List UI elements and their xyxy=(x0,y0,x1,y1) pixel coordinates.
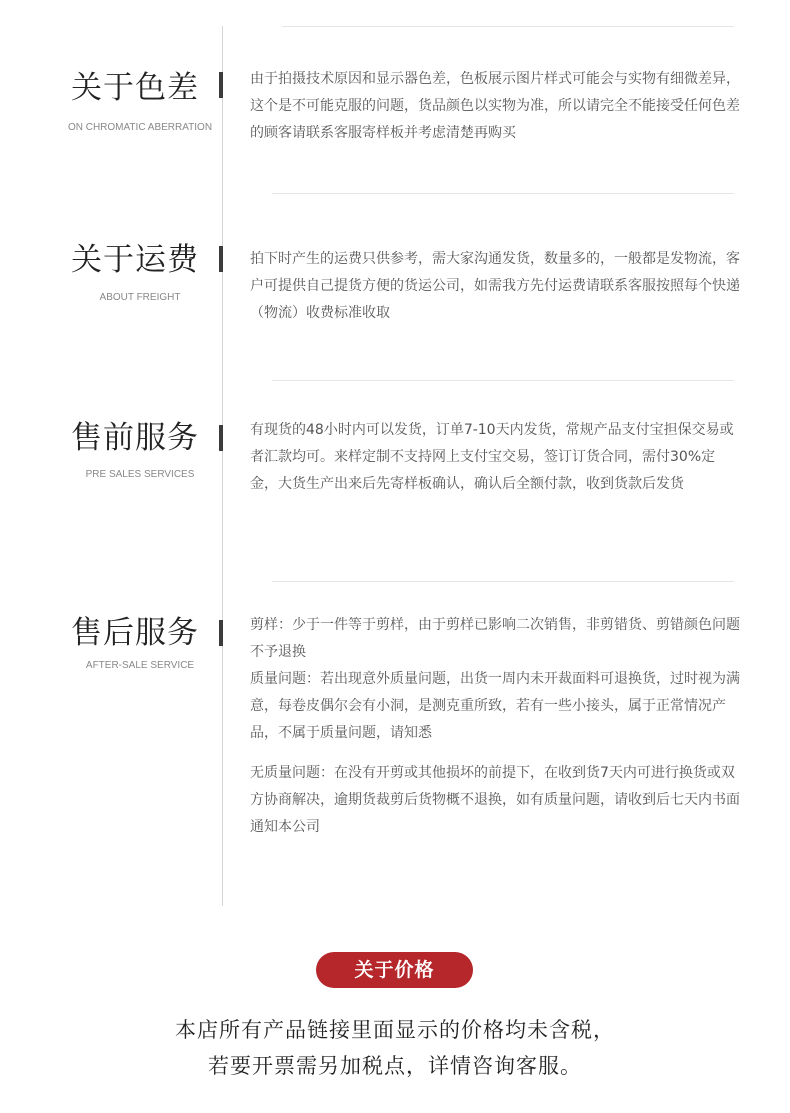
divider-2 xyxy=(272,380,734,381)
section-marker xyxy=(219,425,223,451)
timeline-vertical-line xyxy=(222,26,223,906)
section-subtitle: ON CHROMATIC ABERRATION xyxy=(67,122,213,133)
section-paragraph: 由于拍摄技术原因和显示器色差，色板展示图片样式可能会与实物有细微差异，这个是不可能克服的问题，货品颜色以实物为准，所以请完全不能接受任何色差的顾客请联系客服寄样板并考虑清楚再购买 xyxy=(250,71,740,141)
divider-top xyxy=(282,26,734,27)
section-title: 关于色差 xyxy=(71,70,199,106)
section-marker xyxy=(219,246,223,272)
section-marker xyxy=(219,72,223,98)
section-paragraph: 剪样：少于一件等于剪样，由于剪样已影响二次销售，非剪错货、剪错颜色问题不予退换 xyxy=(250,617,740,660)
section-title: 售后服务 xyxy=(71,615,199,651)
section-paragraph: 拍下时产生的运费只供参考，需大家沟通发货，数量多的，一般都是发物流，客户可提供自己提货方便的货运公司，如需我方先付运费请联系客服按照每个快递（物流）收费标准收取 xyxy=(250,251,740,321)
section-body xyxy=(250,612,742,841)
section-paragraph: 无质量问题：在没有开剪或其他损坏的前提下，在收到货7天内可进行换货或双方协商解决，逾期货裁剪后货物概不退换，如有质量问题，请收到后七天内书面通知本公司 xyxy=(250,765,740,835)
section-subtitle: AFTER-SALE SERVICE xyxy=(85,660,195,671)
price-text-line: 本店所有产品链接里面显示的价格均未含税， xyxy=(175,1018,615,1042)
section-paragraph: 有现货的48小时内可以发货，订单7-10天内发货，常规产品支付宝担保交易或者汇款均可。来样定制不支持网上支付宝交易，签订订货合同，需付30%定金，大货生产出来后先寄样板确认，确认后全额付款，收到货款后发货 xyxy=(250,422,734,492)
section-title: 售前服务 xyxy=(71,420,199,456)
section-subtitle: ABOUT FREIGHT xyxy=(99,292,181,303)
divider-1 xyxy=(272,193,734,194)
section-marker xyxy=(219,620,223,646)
price-text-line: 若要开票需另加税点，详情咨询客服。 xyxy=(208,1054,582,1078)
section-body xyxy=(250,417,742,498)
section-subtitle: PRE SALES SERVICES xyxy=(85,469,195,480)
divider-3 xyxy=(272,581,734,582)
section-title: 关于运费 xyxy=(71,242,199,278)
section-body xyxy=(250,246,742,327)
price-badge: 关于价格 xyxy=(316,952,473,988)
section-body xyxy=(250,66,742,147)
section-paragraph: 质量问题：若出现意外质量问题，出货一周内未开裁面料可退换货，过时视为满意，每卷皮偶尔会有小洞，是测克重所致，若有一些小接头，属于正常情况产品，不属于质量问题，请知悉 xyxy=(250,671,740,741)
